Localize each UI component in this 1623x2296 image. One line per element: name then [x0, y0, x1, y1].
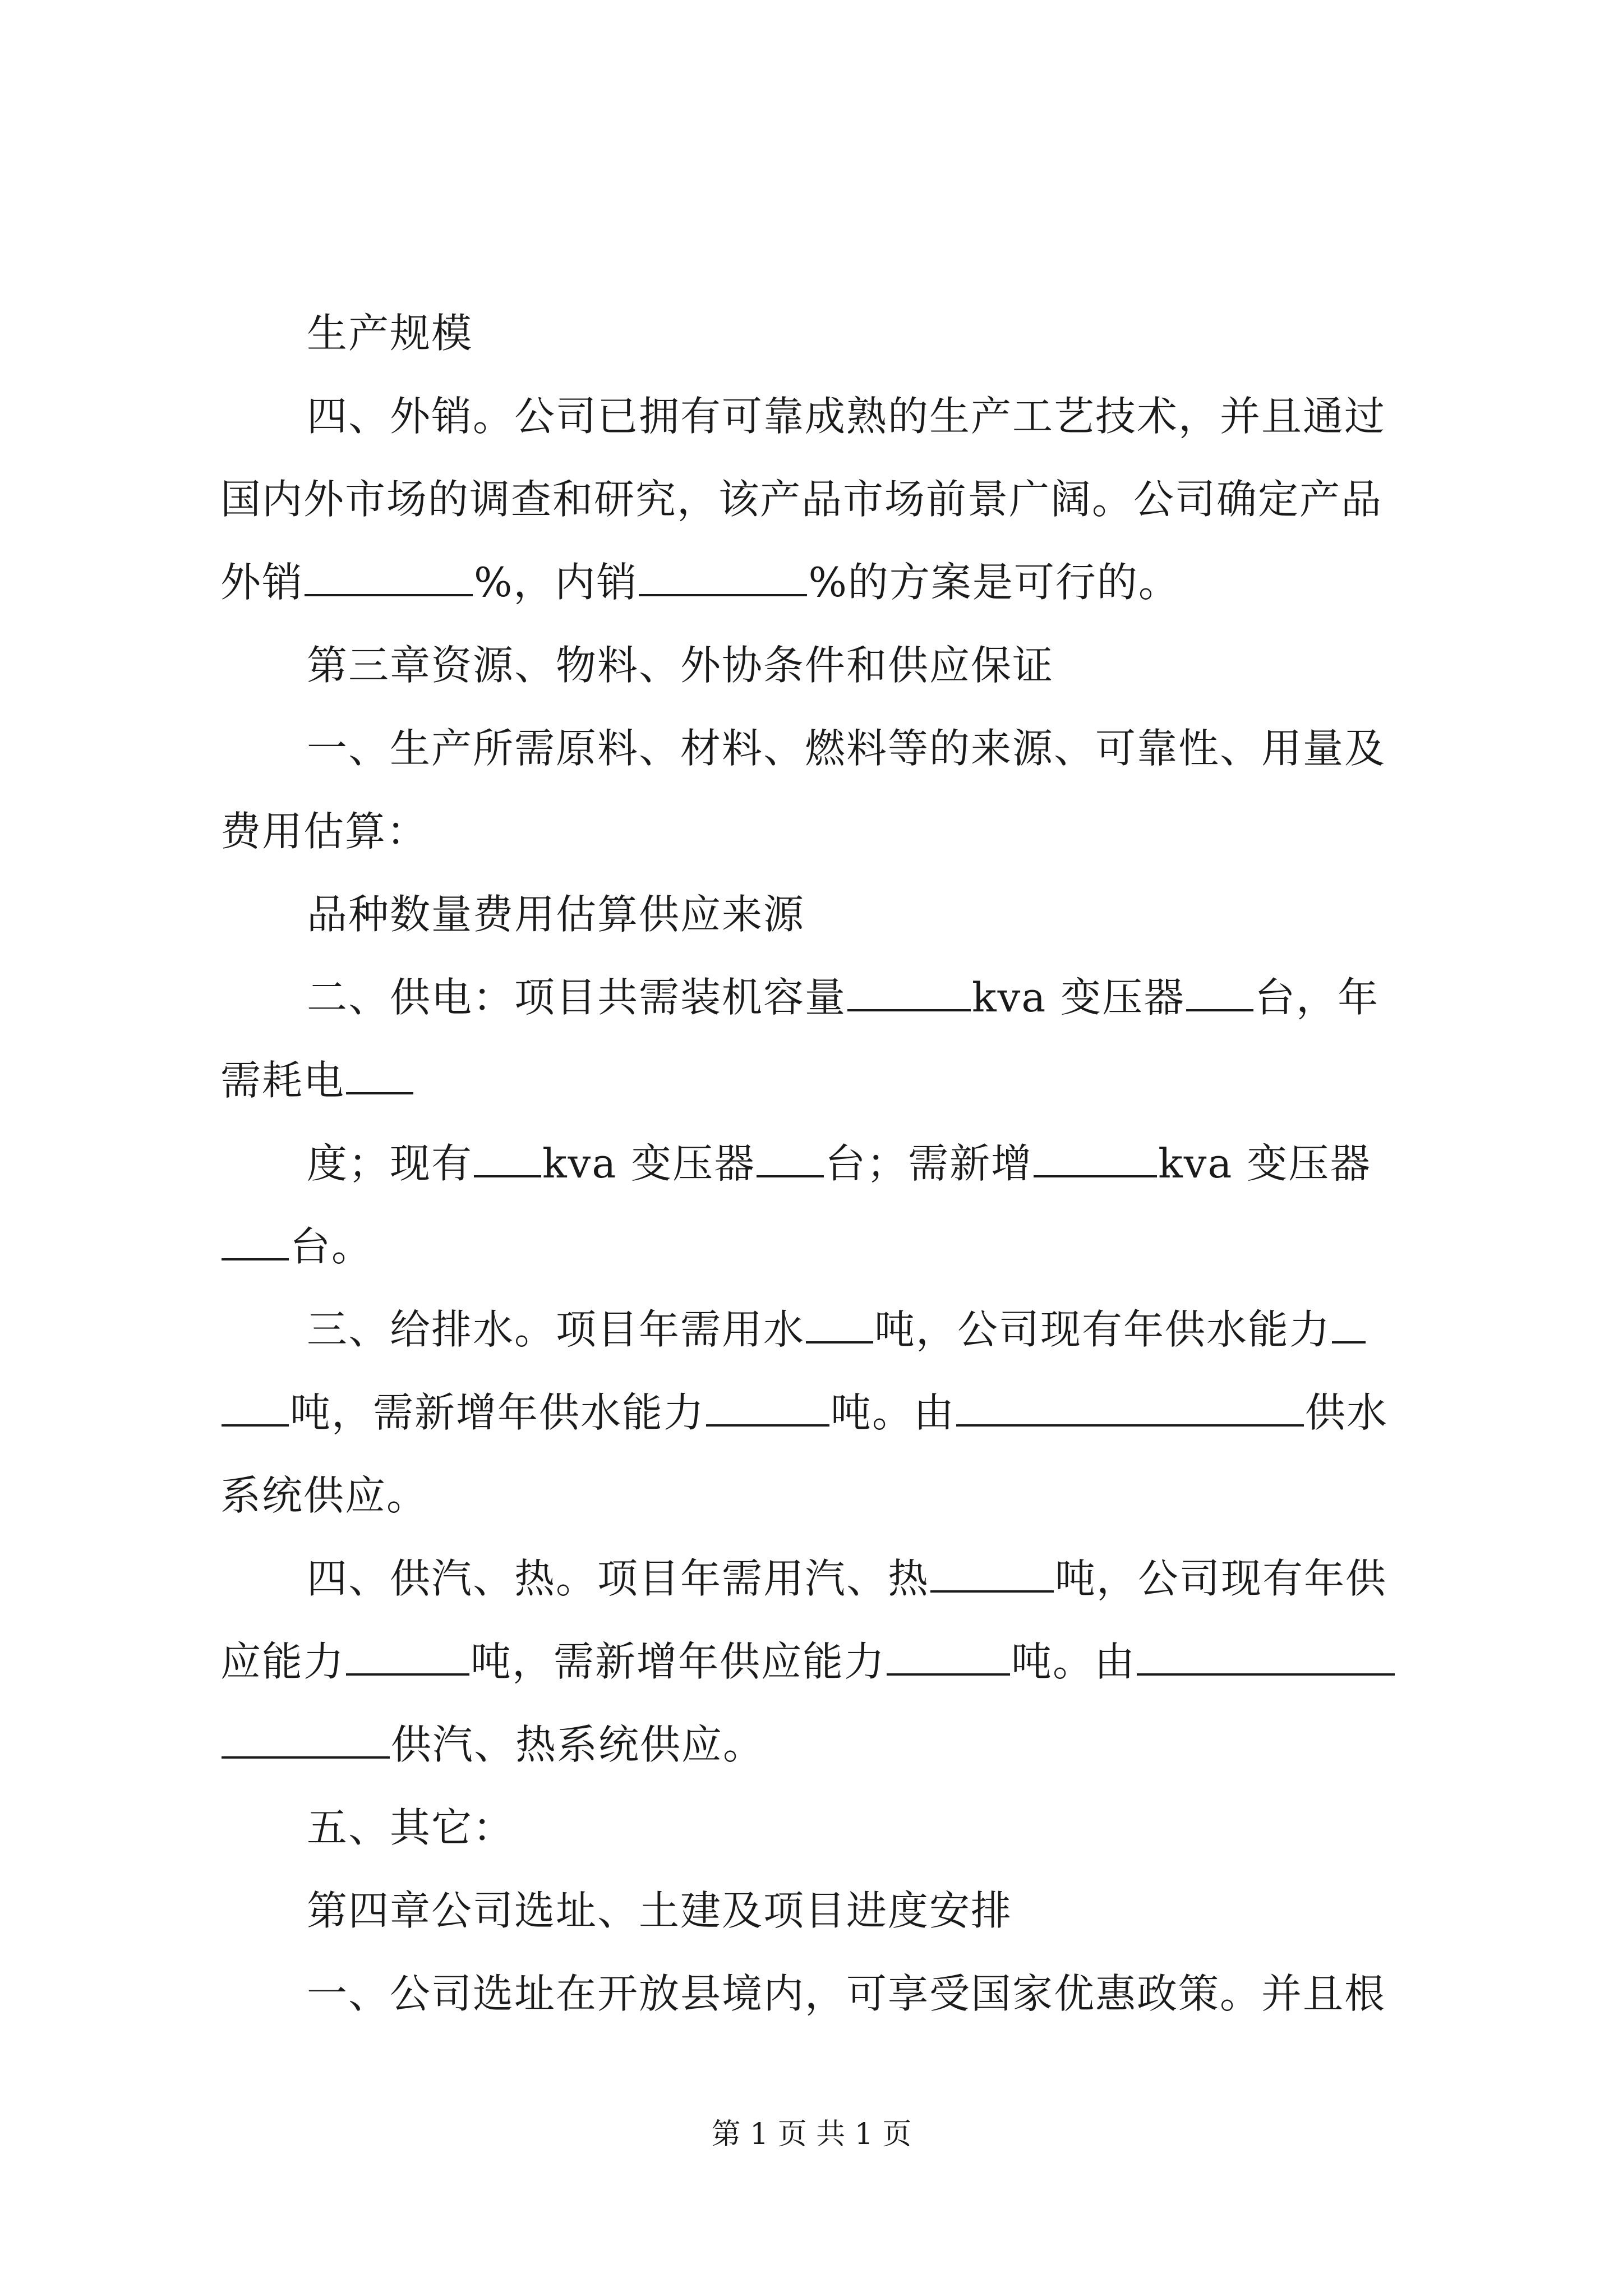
text-line — [220, 1371, 1426, 1454]
line-text: 度；现有 — [307, 1140, 473, 1187]
fill-blank — [1186, 971, 1253, 1011]
text-line — [220, 956, 1426, 1039]
line-text: %，内销 — [474, 559, 638, 606]
line-text: 第三章资源、物料、外协条件和供应保证 — [307, 642, 1054, 689]
text-line — [220, 707, 1426, 790]
text-line — [220, 375, 1426, 458]
text-line — [220, 1454, 1426, 1537]
text-line — [220, 1288, 1426, 1371]
line-text: 供汽、热系统供应。 — [391, 1721, 765, 1768]
fill-blank — [1332, 1303, 1366, 1343]
line-text: 吨，需新增年供应能力 — [471, 1638, 886, 1685]
fill-blank — [887, 1635, 1010, 1676]
line-text: 吨，公司现有年供 — [1055, 1555, 1387, 1602]
line-text: 费用估算： — [220, 808, 428, 855]
text-line — [220, 873, 1426, 956]
line-text: 一、公司选址在开放县境内，可享受国家优惠政策。并且根 — [307, 1970, 1386, 2017]
line-text: 应能力 — [220, 1638, 345, 1685]
line-text: 三、给排水。项目年需用水 — [307, 1306, 805, 1353]
line-text: 需耗电 — [220, 1057, 345, 1104]
line-text: 五、其它： — [307, 1804, 515, 1851]
line-text: 吨，公司现有年供水能力 — [874, 1306, 1331, 1353]
line-text: kva 变压器 — [542, 1140, 756, 1187]
line-text: 系统供应。 — [220, 1472, 428, 1519]
line-text: 吨，需新增年供水能力 — [290, 1389, 706, 1436]
fill-blank — [346, 1635, 469, 1676]
section-heading — [220, 624, 1426, 707]
fill-blank — [639, 556, 807, 596]
fill-blank — [1034, 1137, 1157, 1177]
section-heading — [220, 1869, 1426, 1952]
line-text: 台；需新增 — [825, 1140, 1033, 1187]
line-text: 吨。由 — [831, 1389, 956, 1436]
line-text: 四、供汽、热。项目年需用汽、热 — [307, 1555, 930, 1602]
line-text: 生产规模 — [307, 310, 473, 357]
line-text: 台。 — [290, 1223, 374, 1270]
line-text: 四、外销。公司已拥有可靠成熟的生产工艺技术，并且通过 — [307, 393, 1386, 440]
page-number: 第 1 页 共 1 页 — [711, 2118, 912, 2151]
text-line — [220, 1952, 1426, 2035]
fill-blank — [346, 1054, 413, 1094]
fill-blank — [847, 971, 971, 1011]
line-text: 国内外市场的调查和研究，该产品市场前景广阔。公司确定产品 — [220, 476, 1383, 523]
fill-blank — [1137, 1635, 1395, 1676]
fill-blank — [222, 1220, 289, 1260]
page-footer — [0, 2115, 1623, 2154]
text-line — [220, 1205, 1426, 1288]
text-line — [220, 1039, 1426, 1122]
fill-blank — [956, 1386, 1304, 1427]
fill-blank — [305, 556, 473, 596]
text-line — [220, 1703, 1426, 1786]
text-line — [220, 790, 1426, 873]
line-text: 一、生产所需原料、材料、燃料等的来源、可靠性、用量及 — [307, 725, 1386, 772]
text-line — [220, 1122, 1426, 1205]
line-text: 二、供电：项目共需装机容量 — [307, 974, 847, 1021]
fill-blank — [222, 1386, 289, 1427]
fill-blank — [474, 1137, 541, 1177]
text-line — [220, 1620, 1426, 1703]
fill-blank — [706, 1386, 829, 1427]
line-text: kva 变压器 — [1158, 1140, 1372, 1187]
text-line — [220, 458, 1426, 541]
fill-blank — [222, 1718, 390, 1759]
text-line — [220, 541, 1426, 624]
line-text: 外销 — [220, 559, 304, 606]
line-text: 品种数量费用估算供应来源 — [307, 891, 805, 938]
line-text: 台，年 — [1255, 974, 1380, 1021]
fill-blank — [757, 1137, 824, 1177]
text-line — [220, 292, 1426, 375]
line-text: %的方案是可行的。 — [808, 559, 1180, 606]
fill-blank — [806, 1303, 873, 1343]
line-text: 供水 — [1305, 1389, 1389, 1436]
text-line — [220, 1786, 1426, 1869]
line-text: kva 变压器 — [972, 974, 1186, 1021]
document-body — [220, 292, 1426, 2035]
text-line — [220, 1537, 1426, 1620]
line-text: 第四章公司选址、土建及项目进度安排 — [307, 1887, 1013, 1934]
fill-blank — [930, 1552, 1054, 1593]
line-text: 吨。由 — [1011, 1638, 1136, 1685]
